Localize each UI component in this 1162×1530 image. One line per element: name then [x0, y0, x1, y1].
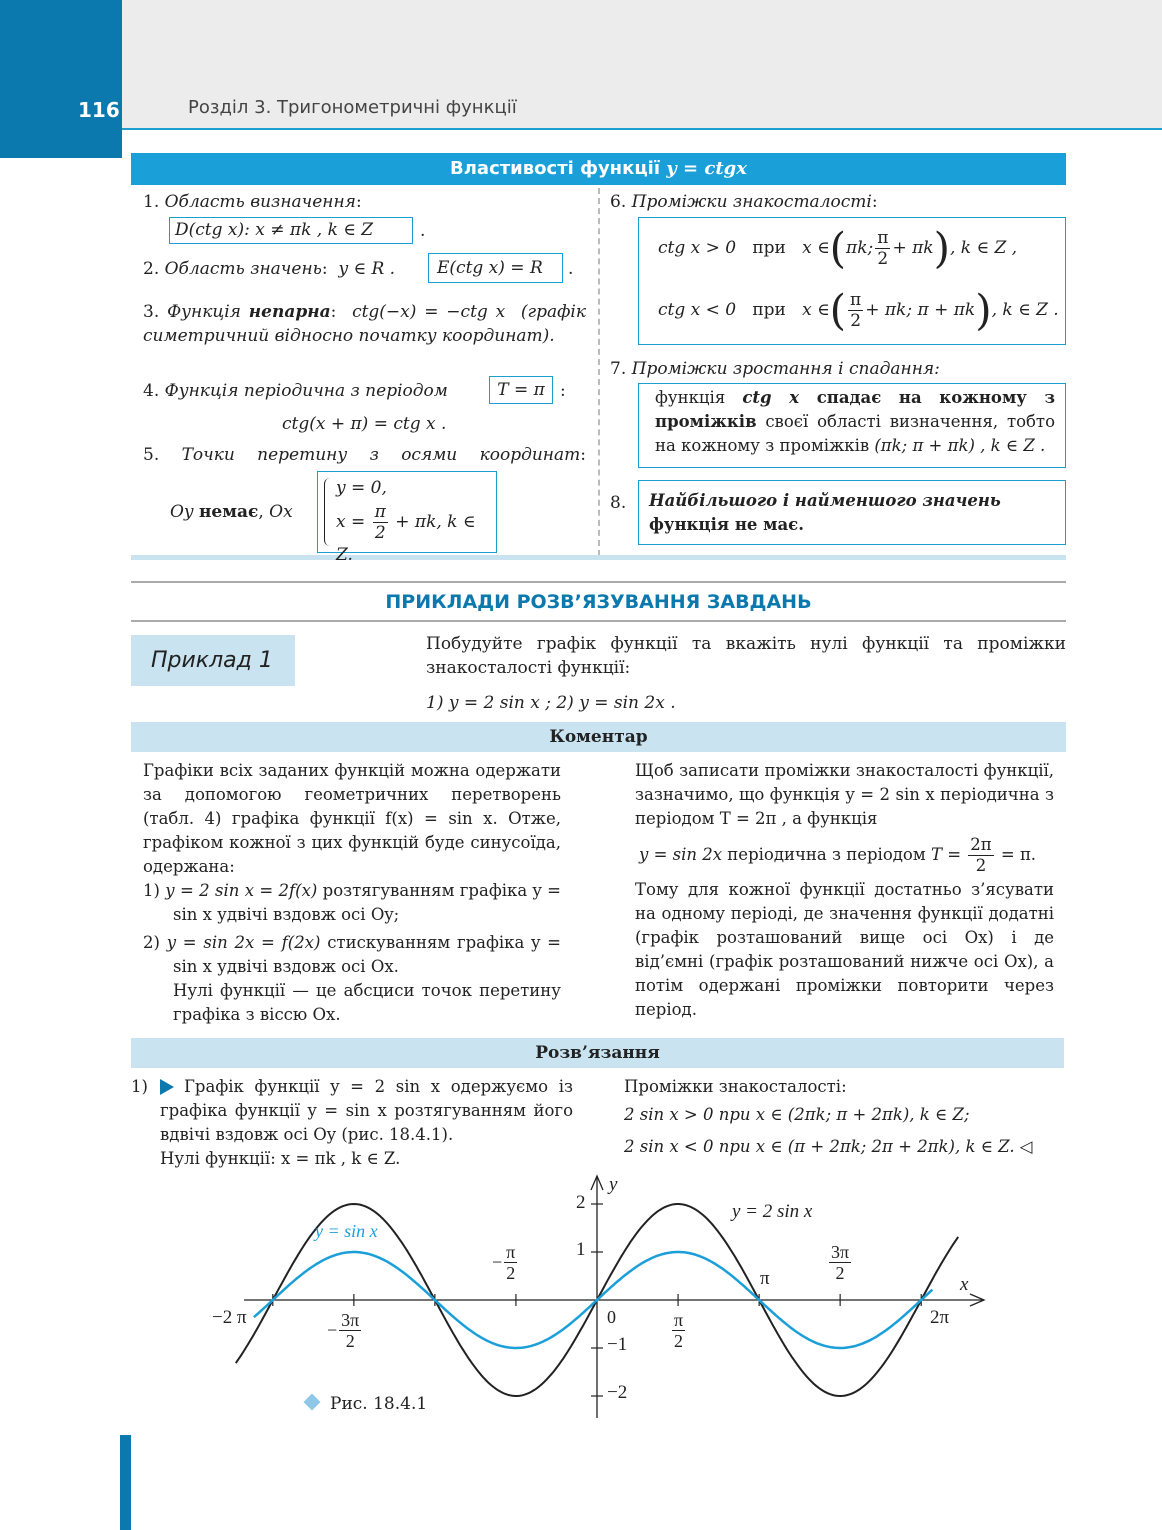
- property-4: 4. Функція періодична з періодом: [143, 381, 448, 401]
- properties-title-formula: y = ctgx: [666, 158, 747, 179]
- comment-right: Щоб записати проміжки знакосталості функції, зазначимо, що функція y = 2 sin x періодична з періодом T = 2π , а функція y = sin 2x періодична з періодом T = $\frac{2\pi}{2}$ = π. Тому для кожної функції достатньо з’ясувати на одному періоді, де значення функції додатні (графік розташований вище осі Ox) і де від’ємні (графік розташований нижче осі Ox), а потім одержані проміжки повторити через період.: [635, 761, 1054, 1019]
- property-6: 6. Проміжки знакосталості:: [610, 192, 878, 212]
- property-7: 7. Проміжки зростання і спадання:: [610, 359, 940, 379]
- tick-y2: 2: [576, 1192, 586, 1213]
- solution-left: Графік функції y = 2 sin x одержуємо із графіка функції y = sin x розтягуванням його вдвічі вздовж осі Oy (рис. 18.4.1).: [160, 1077, 573, 1144]
- properties-title: Властивості функції: [450, 158, 667, 179]
- axis-y-label: y: [609, 1174, 618, 1195]
- bottom-left-strip: [120, 1435, 131, 1530]
- page-number: 116: [78, 98, 120, 122]
- tick-3pi2: $\frac{3\pi}{2}$: [831, 1242, 850, 1283]
- solution-right: Проміжки знакосталості: 2 sin x > 0 при x ∈ (2πk; π + 2πk), k ∈ Z; 2 sin x < 0 при x ∈ (π + 2πk; 2π + 2πk), k ∈ Z. ◁: [624, 1077, 1033, 1156]
- sign-negative: ctg x < 0 при x ∈( $\frac{\pi}{2}$ + πk; π + πk), k ∈ Z .: [658, 285, 1059, 335]
- sign-positive: ctg x > 0 при x ∈(πk; $\frac{\pi}{2}$ + πk), k ∈ Z ,: [658, 223, 1018, 273]
- solution-header: Розв’язання: [131, 1038, 1064, 1068]
- tick-pi2: $\frac{\pi}{2}$: [674, 1310, 684, 1351]
- axis-x-label: x: [960, 1274, 969, 1295]
- period-formula: T = π: [497, 380, 545, 400]
- example-task: Побудуйте графік функції та вкажіть нулі функції та проміжки знакосталості функції:: [426, 634, 1066, 678]
- section-title: Розділ 3. Тригонометричні функції: [188, 97, 517, 118]
- property-1: 1. Область визначення:: [143, 192, 362, 212]
- range-formula-a: y ∈ R .: [338, 259, 396, 279]
- monotonic-box: функція ctg x спадає на кожному з проміжків своєї області визначення, тобто на кожному з проміжків (πk; π + πk) , k ∈ Z .: [638, 383, 1066, 468]
- property-5: 5. Точки перетину з осями координат:: [143, 445, 586, 465]
- examples-heading: ПРИКЛАДИ РОЗВ’ЯЗУВАННЯ ЗАВДАНЬ: [385, 591, 812, 613]
- origin-label: 0: [607, 1307, 616, 1327]
- system-line-2: x = $\frac{\pi}{2}$ + πk, k ∈ Z.: [336, 502, 476, 565]
- tick-pi: π: [760, 1268, 770, 1289]
- range-formula-b: E(ctg x) = R: [437, 258, 543, 278]
- tick-ym2: −2: [607, 1382, 628, 1403]
- figure-caption: Рис. 18.4.1: [330, 1394, 428, 1414]
- domain-formula: D(ctg x): x ≠ πk , k ∈ Z: [175, 220, 374, 240]
- property-2: 2. Область значень: y ∈ R .: [143, 259, 396, 279]
- comment-left: Графіки всіх заданих функцій можна одержати за допомогою геометричних перетворень (табл. 4) графіка функції f(x) = sin x. Отже, графіком кожної з цих функцій буде синусоїда, одержана: 1) y = 2 sin x = 2f(x) розтягуванням графіка y = sin x удвічі вздовж осі Oy; 2) y = sin 2x = f(2x) стискуванням графіка y = sin x удвічі вздовж осі Ox. Нулі функції — це абсциси точок перетину графіка з віссю Ox.: [143, 761, 562, 1024]
- solution-number: 1): [131, 1077, 148, 1096]
- label-2sinx: y = 2 sin x: [732, 1201, 813, 1222]
- tick-y1: 1: [576, 1239, 586, 1260]
- extrema-box: Найбільшого і найменшого значень функція не має.: [638, 480, 1066, 545]
- property-3: 3. Функція непарна: ctg(−x) = −ctg x (графік симетричний відносно початку координат).: [143, 302, 587, 346]
- tick-minus-pi2: − $\frac{\pi}{2}$: [492, 1242, 516, 1283]
- solution-zeros: Нулі функції: x = πk , k ∈ Z.: [160, 1149, 401, 1168]
- example-label: Приклад 1: [131, 635, 295, 686]
- tick-ym1: −1: [607, 1334, 628, 1355]
- example-task-items: 1) y = 2 sin x ; 2) y = sin 2x .: [426, 693, 676, 713]
- label-sinx: y = sin x: [315, 1221, 378, 1241]
- system-line-1: y = 0,: [336, 478, 387, 498]
- tick-minus-3pi2: − $\frac{3\pi}{2}$: [327, 1310, 360, 1351]
- tick-2pi: 2π: [930, 1307, 950, 1328]
- intersection-text: Oy немає, Ox: [170, 502, 293, 522]
- comment-header: Коментар: [131, 722, 1066, 752]
- property-8: 8.: [610, 493, 627, 513]
- tick-minus-2pi: −2 π: [212, 1307, 247, 1328]
- period-identity: ctg(x + π) = ctg x .: [282, 414, 447, 434]
